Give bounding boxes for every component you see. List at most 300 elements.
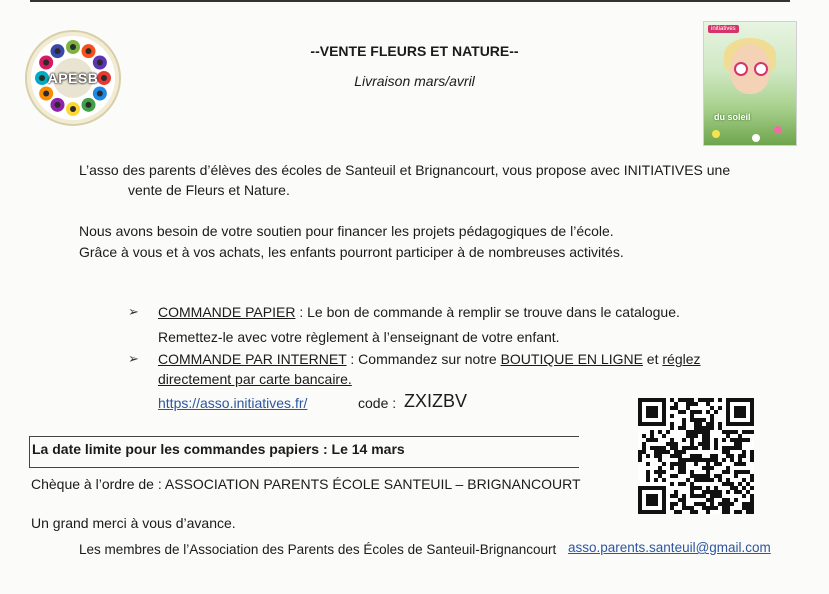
intro-line-1: L’asso des parents d’élèves des écoles de Santeuil et Brignancourt, vous propose avec INITIATIVES une xyxy=(79,162,731,178)
qr-module xyxy=(734,510,738,514)
qr-module xyxy=(658,470,662,474)
qr-module xyxy=(682,410,686,414)
qr-module xyxy=(654,438,658,442)
qr-module xyxy=(710,418,714,422)
qr-module xyxy=(738,446,742,450)
qr-module xyxy=(686,458,690,462)
qr-module xyxy=(650,438,654,442)
internet-order-text: : Commandez sur notre xyxy=(346,351,501,367)
internet-order-pay: réglez xyxy=(662,351,701,367)
qr-module xyxy=(698,502,702,506)
qr-module xyxy=(658,466,662,470)
qr-module xyxy=(690,430,694,434)
qr-module xyxy=(642,442,646,446)
qr-module xyxy=(682,462,686,466)
qr-module xyxy=(726,466,730,470)
qr-module xyxy=(718,422,722,426)
qr-module xyxy=(718,426,722,430)
catalog-tagline: du soleil xyxy=(714,112,751,122)
qr-module xyxy=(750,474,754,478)
qr-module xyxy=(670,446,674,450)
qr-module xyxy=(678,426,682,430)
qr-module xyxy=(690,510,694,514)
qr-module xyxy=(694,474,698,478)
qr-module xyxy=(734,438,738,442)
qr-module xyxy=(730,486,734,490)
qr-module xyxy=(714,494,718,498)
qr-module xyxy=(750,478,754,482)
qr-module xyxy=(718,494,722,498)
qr-module xyxy=(714,446,718,450)
cheque-line: Chèque à l’ordre de : ASSOCIATION PARENTS ÉCOLE SANTEUIL – BRIGNANCOURT xyxy=(31,476,581,492)
qr-module xyxy=(706,510,710,514)
intro-line-2: vente de Fleurs et Nature. xyxy=(128,182,290,198)
qr-module xyxy=(714,490,718,494)
qr-module xyxy=(682,450,686,454)
qr-module xyxy=(646,478,650,482)
qr-module xyxy=(654,454,658,458)
qr-module xyxy=(738,510,742,514)
qr-module xyxy=(726,454,730,458)
qr-module xyxy=(674,474,678,478)
qr-module xyxy=(714,486,718,490)
qr-module xyxy=(710,406,714,410)
qr-module xyxy=(682,398,686,402)
qr-module xyxy=(714,462,718,466)
qr-module xyxy=(670,494,674,498)
qr-module xyxy=(698,442,702,446)
logo-child-head xyxy=(86,102,92,108)
qr-module xyxy=(730,458,734,462)
qr-module xyxy=(658,474,662,478)
qr-module xyxy=(674,454,678,458)
qr-module xyxy=(746,490,750,494)
qr-module xyxy=(662,446,666,450)
qr-module xyxy=(674,402,678,406)
qr-module xyxy=(690,414,694,418)
qr-module xyxy=(746,438,750,442)
qr-module xyxy=(670,466,674,470)
qr-module xyxy=(674,450,678,454)
qr-module xyxy=(682,494,686,498)
qr-module xyxy=(702,494,706,498)
qr-module xyxy=(710,426,714,430)
internet-order-line xyxy=(158,349,701,369)
qr-module xyxy=(722,446,726,450)
qr-module xyxy=(694,454,698,458)
qr-module xyxy=(706,446,710,450)
qr-module xyxy=(710,502,714,506)
qr-module xyxy=(750,502,754,506)
qr-finder-inner xyxy=(734,406,746,418)
qr-module xyxy=(690,446,694,450)
qr-module xyxy=(698,398,702,402)
qr-module xyxy=(694,458,698,462)
qr-module xyxy=(702,490,706,494)
qr-module xyxy=(718,398,722,402)
qr-module xyxy=(690,494,694,498)
initiatives-url-link[interactable]: https://asso.initiatives.fr/ xyxy=(158,395,308,411)
qr-module xyxy=(734,446,738,450)
logo-child-head xyxy=(70,106,76,112)
qr-module xyxy=(742,454,746,458)
deadline-text: La date limite pour les commandes papiers : Le 14 mars xyxy=(32,441,405,457)
qr-module xyxy=(662,462,666,466)
qr-module xyxy=(750,498,754,502)
qr-module xyxy=(702,478,706,482)
qr-module xyxy=(678,450,682,454)
qr-module xyxy=(678,470,682,474)
qr-module xyxy=(670,462,674,466)
qr-module xyxy=(690,506,694,510)
qr-module xyxy=(702,502,706,506)
qr-module xyxy=(706,426,710,430)
qr-module xyxy=(718,490,722,494)
qr-module xyxy=(726,446,730,450)
qr-module xyxy=(750,510,754,514)
qr-module xyxy=(642,446,646,450)
page-title: --VENTE FLEURS ET NATURE-- xyxy=(310,43,519,59)
qr-module xyxy=(690,486,694,490)
qr-module xyxy=(674,502,678,506)
qr-module xyxy=(750,430,754,434)
qr-module xyxy=(722,482,726,486)
qr-module xyxy=(702,446,706,450)
qr-module xyxy=(662,470,666,474)
qr-module xyxy=(706,466,710,470)
qr-module xyxy=(722,470,726,474)
logo-child-head xyxy=(97,91,103,97)
qr-module xyxy=(646,454,650,458)
qr-module xyxy=(750,454,754,458)
catalog-flower-icon xyxy=(774,126,782,134)
qr-module xyxy=(678,410,682,414)
qr-module xyxy=(742,478,746,482)
qr-module xyxy=(662,478,666,482)
qr-module xyxy=(690,402,694,406)
qr-module xyxy=(670,454,674,458)
qr-module xyxy=(670,442,674,446)
catalog-flower-glasses-icon xyxy=(754,62,768,76)
qr-module xyxy=(682,498,686,502)
qr-module xyxy=(694,418,698,422)
qr-module xyxy=(742,438,746,442)
qr-module xyxy=(710,422,714,426)
qr-module xyxy=(674,406,678,410)
qr-module xyxy=(686,446,690,450)
qr-module xyxy=(690,474,694,478)
qr-module xyxy=(714,458,718,462)
qr-module xyxy=(726,482,730,486)
qr-module xyxy=(694,510,698,514)
qr-module xyxy=(738,438,742,442)
qr-module xyxy=(706,442,710,446)
qr-module xyxy=(654,478,658,482)
qr-module xyxy=(702,430,706,434)
qr-module xyxy=(702,442,706,446)
qr-module xyxy=(738,482,742,486)
qr-module xyxy=(670,398,674,402)
qr-module xyxy=(694,422,698,426)
support-line-1: Nous avons besoin de votre soutien pour financer les projets pédagogiques de l’école. xyxy=(79,223,614,239)
qr-module xyxy=(698,474,702,478)
logo-child-head xyxy=(55,102,61,108)
qr-module xyxy=(746,482,750,486)
qr-module xyxy=(706,498,710,502)
qr-module xyxy=(726,434,730,438)
qr-module xyxy=(674,490,678,494)
qr-module xyxy=(722,502,726,506)
qr-module xyxy=(726,506,730,510)
qr-module xyxy=(714,438,718,442)
qr-module xyxy=(742,462,746,466)
thanks-line: Un grand merci à vous d’avance. xyxy=(31,515,236,531)
qr-module xyxy=(722,510,726,514)
qr-module xyxy=(646,438,650,442)
qr-module xyxy=(670,502,674,506)
qr-module xyxy=(682,506,686,510)
qr-module xyxy=(726,502,730,506)
qr-module xyxy=(690,470,694,474)
qr-module xyxy=(714,442,718,446)
qr-module xyxy=(670,506,674,510)
qr-module xyxy=(722,458,726,462)
qr-module xyxy=(706,478,710,482)
signature-line: Les membres de l’Association des Parents des Écoles de Santeuil-Brignancourt xyxy=(79,542,557,557)
qr-module xyxy=(674,442,678,446)
qr-module xyxy=(710,398,714,402)
qr-module xyxy=(682,502,686,506)
qr-module xyxy=(706,398,710,402)
qr-module xyxy=(702,506,706,510)
qr-module xyxy=(646,462,650,466)
qr-module xyxy=(710,414,714,418)
qr-module xyxy=(690,458,694,462)
qr-module xyxy=(638,454,642,458)
qr-module xyxy=(722,430,726,434)
qr-module xyxy=(650,430,654,434)
qr-module xyxy=(662,450,666,454)
qr-module xyxy=(726,478,730,482)
qr-module xyxy=(710,494,714,498)
qr-module xyxy=(722,438,726,442)
qr-module xyxy=(698,410,702,414)
qr-module xyxy=(650,446,654,450)
support-line-2: Grâce à vous et à vos achats, les enfants pourront participer à de nombreuses activités. xyxy=(79,244,624,260)
qr-module xyxy=(742,486,746,490)
qr-module xyxy=(662,434,666,438)
qr-module xyxy=(750,486,754,490)
qr-module xyxy=(734,470,738,474)
qr-module xyxy=(698,478,702,482)
qr-module xyxy=(698,454,702,458)
qr-module xyxy=(734,486,738,490)
qr-module xyxy=(738,434,742,438)
qr-module xyxy=(694,478,698,482)
qr-module xyxy=(738,470,742,474)
qr-module xyxy=(658,454,662,458)
qr-module xyxy=(742,450,746,454)
qr-finder-inner xyxy=(646,494,658,506)
qr-module xyxy=(706,422,710,426)
qr-module xyxy=(682,438,686,442)
qr-module xyxy=(726,490,730,494)
logo-child-head xyxy=(97,60,103,66)
qr-module xyxy=(694,502,698,506)
qr-module xyxy=(742,502,746,506)
qr-module xyxy=(714,454,718,458)
qr-module xyxy=(750,458,754,462)
qr-module xyxy=(706,474,710,478)
qr-module xyxy=(698,430,702,434)
qr-module xyxy=(734,490,738,494)
catalog-flower-glasses-icon xyxy=(734,62,748,76)
qr-module xyxy=(750,506,754,510)
qr-module xyxy=(682,458,686,462)
qr-module xyxy=(698,426,702,430)
qr-module xyxy=(670,422,674,426)
qr-module xyxy=(666,430,670,434)
qr-module xyxy=(658,430,662,434)
qr-module xyxy=(706,470,710,474)
qr-module xyxy=(690,454,694,458)
qr-module xyxy=(726,470,730,474)
qr-module xyxy=(718,502,722,506)
qr-module xyxy=(738,462,742,466)
qr-module xyxy=(650,434,654,438)
qr-module xyxy=(682,466,686,470)
qr-module xyxy=(670,406,674,410)
qr-module xyxy=(710,454,714,458)
qr-module xyxy=(670,482,674,486)
qr-module xyxy=(686,506,690,510)
qr-module xyxy=(702,466,706,470)
qr-module xyxy=(638,450,642,454)
paper-order-line-2: Remettez-le avec votre règlement à l’enseignant de votre enfant. xyxy=(158,329,560,345)
qr-module xyxy=(690,442,694,446)
qr-module xyxy=(706,402,710,406)
qr-module xyxy=(646,470,650,474)
qr-module xyxy=(690,482,694,486)
qr-module xyxy=(710,466,714,470)
qr-module xyxy=(694,446,698,450)
qr-module xyxy=(682,426,686,430)
qr-module xyxy=(694,462,698,466)
qr-module xyxy=(730,438,734,442)
email-link[interactable]: asso.parents.santeuil@gmail.com xyxy=(568,540,771,555)
qr-module xyxy=(698,458,702,462)
qr-module xyxy=(718,462,722,466)
qr-module xyxy=(686,478,690,482)
qr-module xyxy=(710,506,714,510)
qr-module xyxy=(726,498,730,502)
qr-module xyxy=(682,422,686,426)
qr-module xyxy=(670,474,674,478)
qr-code-icon[interactable] xyxy=(638,398,754,514)
qr-module xyxy=(682,418,686,422)
internet-order-label: COMMANDE PAR INTERNET xyxy=(158,351,347,367)
qr-module xyxy=(738,442,742,446)
qr-module xyxy=(726,450,730,454)
qr-module xyxy=(702,458,706,462)
qr-module xyxy=(706,430,710,434)
page-subtitle: Livraison mars/avril xyxy=(354,73,475,89)
qr-module xyxy=(734,462,738,466)
qr-module xyxy=(686,402,690,406)
qr-module xyxy=(710,498,714,502)
qr-module xyxy=(714,474,718,478)
qr-module xyxy=(718,406,722,410)
qr-module xyxy=(730,502,734,506)
qr-module xyxy=(666,450,670,454)
qr-module xyxy=(638,458,642,462)
qr-module xyxy=(694,430,698,434)
top-rule xyxy=(30,0,790,2)
qr-module xyxy=(706,490,710,494)
qr-module xyxy=(742,430,746,434)
internet-order-pay-line-2: directement par carte bancaire. xyxy=(158,371,352,387)
qr-module xyxy=(722,506,726,510)
qr-module xyxy=(742,470,746,474)
qr-module xyxy=(746,430,750,434)
qr-module xyxy=(690,438,694,442)
promo-code: ZXIZBV xyxy=(404,391,468,411)
qr-module xyxy=(694,410,698,414)
qr-module xyxy=(702,418,706,422)
qr-module xyxy=(702,474,706,478)
online-shop-link[interactable]: BOUTIQUE EN LIGNE xyxy=(500,351,643,367)
qr-module xyxy=(658,458,662,462)
qr-module xyxy=(746,502,750,506)
catalog-cover-image xyxy=(703,21,797,146)
paper-order-text: : Le bon de commande à remplir se trouve dans le catalogue. xyxy=(295,304,680,320)
qr-module xyxy=(702,438,706,442)
qr-module xyxy=(706,434,710,438)
code-label: code : xyxy=(358,395,397,411)
qr-module xyxy=(678,466,682,470)
qr-module xyxy=(694,494,698,498)
qr-module xyxy=(670,414,674,418)
qr-module xyxy=(694,426,698,430)
qr-module xyxy=(706,462,710,466)
qr-module xyxy=(690,410,694,414)
qr-finder-inner xyxy=(646,406,658,418)
qr-module xyxy=(726,430,730,434)
qr-module xyxy=(722,450,726,454)
qr-module xyxy=(658,450,662,454)
qr-module xyxy=(718,474,722,478)
qr-module xyxy=(670,438,674,442)
qr-module xyxy=(694,402,698,406)
qr-module xyxy=(714,410,718,414)
qr-module xyxy=(698,494,702,498)
qr-module xyxy=(710,490,714,494)
logo-child-head xyxy=(43,60,49,66)
qr-module xyxy=(678,482,682,486)
qr-module xyxy=(678,398,682,402)
qr-module xyxy=(734,498,738,502)
qr-module xyxy=(702,398,706,402)
qr-module xyxy=(678,454,682,458)
qr-module xyxy=(690,418,694,422)
qr-module xyxy=(738,458,742,462)
qr-module xyxy=(726,510,730,514)
qr-module xyxy=(690,490,694,494)
qr-module xyxy=(646,474,650,478)
qr-module xyxy=(674,494,678,498)
qr-module xyxy=(718,478,722,482)
qr-module xyxy=(734,442,738,446)
